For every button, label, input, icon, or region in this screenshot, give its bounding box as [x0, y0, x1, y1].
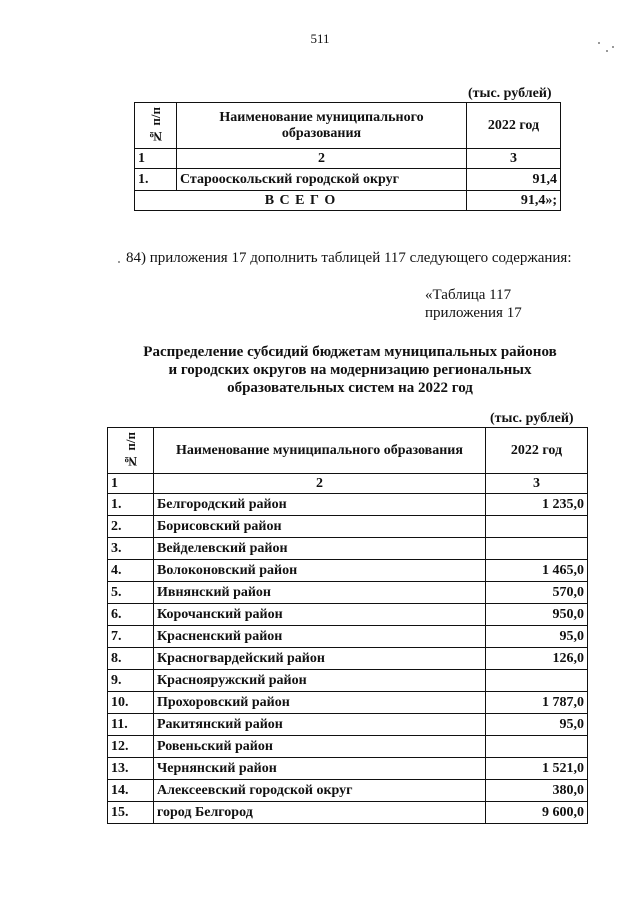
table-row: [108, 494, 588, 516]
table1-header-num: № п/п: [135, 103, 177, 149]
table1-header-year: 2022 год: [467, 103, 561, 149]
row-number: 13.: [108, 758, 154, 780]
row-number: 1.: [135, 169, 177, 191]
scan-speck: [606, 50, 608, 52]
row-number: 9.: [108, 670, 154, 692]
scan-speck: [118, 261, 120, 263]
table2-colnum-3: 3: [486, 474, 588, 494]
row-number: 1.: [108, 494, 154, 516]
row-name: Краснояружский район: [154, 670, 486, 692]
row-value: [486, 736, 588, 758]
row-value: 1 787,0: [486, 692, 588, 714]
row-number: 4.: [108, 560, 154, 582]
page-number: 511: [310, 31, 330, 46]
row-value: 1 465,0: [486, 560, 588, 582]
title-line-2: и городских округов на модернизацию региональных: [168, 362, 532, 378]
table1-total-row: [135, 191, 561, 211]
row-number: 8.: [108, 648, 154, 670]
row-name: Борисовский район: [154, 516, 486, 538]
row-value: 95,0: [486, 714, 588, 736]
table1-colnum-3: 3: [467, 149, 561, 169]
row-number: 14.: [108, 780, 154, 802]
table-row: [108, 736, 588, 758]
row-number: 2.: [108, 516, 154, 538]
row-name: Прохоровский район: [154, 692, 486, 714]
title-line-1: Распределение субсидий бюджетам муниципальных районов: [143, 344, 557, 360]
table-caption-line1: «Таблица 117: [425, 287, 512, 303]
row-number: 3.: [108, 538, 154, 560]
table-row: [108, 582, 588, 604]
row-name: Корочанский район: [154, 604, 486, 626]
row-number: 12.: [108, 736, 154, 758]
table-row: [108, 780, 588, 802]
document-title: [100, 343, 600, 397]
table-row: [108, 758, 588, 780]
table-row: [108, 604, 588, 626]
table-row: [108, 538, 588, 560]
row-name: Чернянский район: [154, 758, 486, 780]
table-row: [108, 516, 588, 538]
row-value: 91,4: [467, 169, 561, 191]
row-name: Красненский район: [154, 626, 486, 648]
table2-header-row: [108, 428, 588, 474]
table2: [107, 427, 588, 824]
table1-colnum-2: 2: [177, 149, 467, 169]
table1: [134, 102, 561, 211]
paragraph: 84) приложения 17 дополнить таблицей 117 следующего содержания:: [126, 250, 572, 266]
row-name: Старооскольский городской округ: [177, 169, 467, 191]
table1-header-name: Наименование муниципального образования: [177, 103, 467, 149]
row-value: [486, 670, 588, 692]
row-name: Ивнянский район: [154, 582, 486, 604]
table2-unit: (тыс. рублей): [490, 411, 574, 426]
table2-header-year: 2022 год: [486, 428, 588, 474]
table-caption-line2: приложения 17: [425, 305, 522, 321]
row-name: Ровеньский район: [154, 736, 486, 758]
row-value: 1 521,0: [486, 758, 588, 780]
table-row: [108, 560, 588, 582]
table2-colnum-row: [108, 474, 588, 494]
row-name: Волоконовский район: [154, 560, 486, 582]
row-value: 380,0: [486, 780, 588, 802]
row-number: 5.: [108, 582, 154, 604]
row-number: 10.: [108, 692, 154, 714]
table-row: [108, 648, 588, 670]
table-row: [135, 169, 561, 191]
row-value: 95,0: [486, 626, 588, 648]
row-value: [486, 538, 588, 560]
title-line-3: образовательных систем на 2022 год: [227, 380, 473, 396]
row-number: 11.: [108, 714, 154, 736]
row-value: [486, 516, 588, 538]
row-name: Красногвардейский район: [154, 648, 486, 670]
row-name: Белгородский район: [154, 494, 486, 516]
table-row: [108, 670, 588, 692]
table1-colnum-row: [135, 149, 561, 169]
table2-header-name: Наименование муниципального образования: [154, 428, 486, 474]
table1-unit: (тыс. рублей): [468, 86, 552, 101]
row-value: 1 235,0: [486, 494, 588, 516]
table2-header-num: № п/п: [108, 428, 154, 474]
scan-speck: [612, 46, 614, 48]
table1-header-row: [135, 103, 561, 149]
table-row: [108, 714, 588, 736]
row-value: 126,0: [486, 648, 588, 670]
table-row: [108, 626, 588, 648]
row-name: Алексеевский городской округ: [154, 780, 486, 802]
row-number: 7.: [108, 626, 154, 648]
row-name: город Белгород: [154, 802, 486, 824]
table1-colnum-1: 1: [135, 149, 177, 169]
row-value: 950,0: [486, 604, 588, 626]
table-row: [108, 692, 588, 714]
total-label: В С Е Г О: [135, 191, 467, 211]
table2-colnum-1: 1: [108, 474, 154, 494]
row-value: 570,0: [486, 582, 588, 604]
table-row: [108, 802, 588, 824]
row-name: Ракитянский район: [154, 714, 486, 736]
total-value: 91,4»;: [467, 191, 561, 211]
row-number: 6.: [108, 604, 154, 626]
row-number: 15.: [108, 802, 154, 824]
row-value: 9 600,0: [486, 802, 588, 824]
scan-speck: [598, 42, 600, 44]
row-name: Вейделевский район: [154, 538, 486, 560]
table2-colnum-2: 2: [154, 474, 486, 494]
